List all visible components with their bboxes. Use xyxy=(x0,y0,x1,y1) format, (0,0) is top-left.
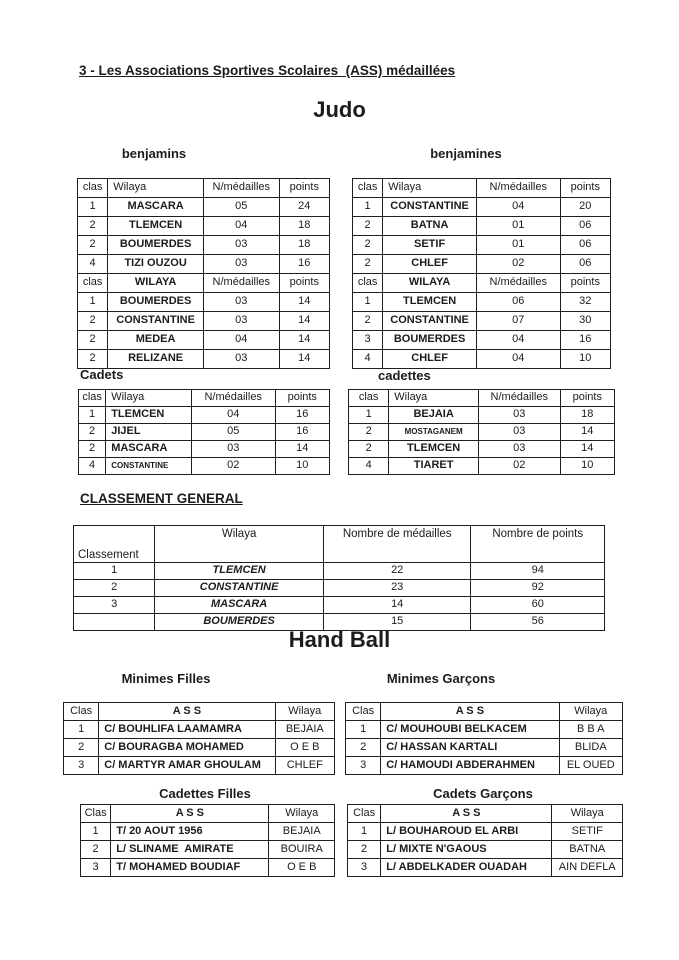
table-cell: TIZI OUZOU xyxy=(108,255,204,274)
table-cell: 2 xyxy=(353,217,383,236)
column-header: A S S xyxy=(99,703,275,721)
table-cell: CONSTANTINE xyxy=(155,580,324,597)
column-header: points xyxy=(275,390,329,407)
table-cell: JIJEL xyxy=(106,424,192,441)
table-cell: MEDEA xyxy=(108,331,204,350)
table-cell: 2 xyxy=(81,841,111,859)
column-header: N/médailles xyxy=(203,179,279,198)
table-cell: 2 xyxy=(78,236,108,255)
heading-classement-general: CLASSEMENT GENERAL xyxy=(80,491,243,506)
table-cell: C/ BOUHLIFA LAAMAMRA xyxy=(99,721,275,739)
table-row xyxy=(349,424,615,441)
table-row xyxy=(349,407,615,424)
table-cell: 56 xyxy=(471,614,605,631)
table-cell: L/ ABDELKADER OUADAH xyxy=(381,859,552,877)
table-cell: 2 xyxy=(349,424,389,441)
table-cell: SETIF xyxy=(552,823,623,841)
table-cell: 05 xyxy=(191,424,275,441)
judo-section-title: Judo xyxy=(313,97,366,122)
table-row xyxy=(353,198,611,217)
table-cell: T/ 20 AOUT 1956 xyxy=(111,823,269,841)
table-cell: 1 xyxy=(348,823,381,841)
table-cell: N/médailles xyxy=(476,274,560,293)
table-cell: 18 xyxy=(279,217,329,236)
column-header: Clas xyxy=(346,703,381,721)
table-judo-benjamins xyxy=(77,178,330,369)
table-cell: CHLEF xyxy=(383,255,477,274)
heading-cadets: Cadets xyxy=(80,367,124,382)
table-cell: clas xyxy=(78,274,108,293)
table-cell: MOSTAGANEM xyxy=(389,424,479,441)
column-header: Clas xyxy=(348,805,381,823)
table-cell: 06 xyxy=(476,293,560,312)
table-cell: 04 xyxy=(203,331,279,350)
table-cell: BLIDA xyxy=(559,739,622,757)
column-header: Nombre de médailles xyxy=(323,526,471,563)
table-row xyxy=(346,739,623,757)
table-row xyxy=(353,255,611,274)
table-cell: L/ BOUHAROUD EL ARBI xyxy=(381,823,552,841)
table-cell: 10 xyxy=(275,458,329,475)
table-cell: BEJAIA xyxy=(269,823,335,841)
table-cell: 2 xyxy=(78,350,108,369)
table-cell: 01 xyxy=(476,217,560,236)
table-cell: 2 xyxy=(74,580,155,597)
table-cell: 23 xyxy=(323,580,471,597)
handball-section-title: Hand Ball xyxy=(288,627,391,652)
table-cell: 1 xyxy=(78,293,108,312)
table-row xyxy=(353,236,611,255)
heading-cadettes-filles: Cadettes Filles xyxy=(159,786,251,801)
table-cell: BOUMERDES xyxy=(108,293,204,312)
column-header: A S S xyxy=(381,703,559,721)
table-cell: 4 xyxy=(353,350,383,369)
table-row xyxy=(74,597,605,614)
column-header: Wilaya xyxy=(552,805,623,823)
table-cell: 3 xyxy=(348,859,381,877)
table-cell: CONSTANTINE xyxy=(106,458,192,475)
column-header: N/médailles xyxy=(476,179,560,198)
table-cell: TLEMCEN xyxy=(106,407,192,424)
column-header: Wilaya xyxy=(155,526,324,563)
table-cell: EL OUED xyxy=(559,757,622,775)
table-cell: WILAYA xyxy=(383,274,477,293)
table-cell: MASCARA xyxy=(155,597,324,614)
table-cell: CHLEF xyxy=(275,757,334,775)
table-cell: BOUIRA xyxy=(269,841,335,859)
table-cell: BOUMERDES xyxy=(108,236,204,255)
column-header: N/médailles xyxy=(478,390,560,407)
table-cell: points xyxy=(279,274,329,293)
table-row xyxy=(74,563,605,580)
table-cell: 3 xyxy=(346,757,381,775)
table-row xyxy=(64,757,335,775)
table-cell: 10 xyxy=(560,458,614,475)
table-row xyxy=(353,350,611,369)
table-row xyxy=(353,274,611,293)
table-cell: 3 xyxy=(74,597,155,614)
table-row xyxy=(353,331,611,350)
table-cell: 04 xyxy=(203,217,279,236)
column-header: clas xyxy=(353,179,383,198)
table-cell: TIARET xyxy=(389,458,479,475)
table-row xyxy=(348,823,623,841)
table-cell: 02 xyxy=(191,458,275,475)
table-row xyxy=(346,757,623,775)
table-cell: 18 xyxy=(279,236,329,255)
table-cell: 18 xyxy=(560,407,614,424)
table-row xyxy=(78,274,330,293)
table-cell: TLEMCEN xyxy=(389,441,479,458)
table-cell: 03 xyxy=(478,407,560,424)
table-cell: 03 xyxy=(203,255,279,274)
table-cell: 2 xyxy=(79,441,106,458)
table-cadets-garcons xyxy=(347,804,623,877)
table-cell: C/ HASSAN KARTALI xyxy=(381,739,559,757)
heading-cadettes: cadettes xyxy=(378,368,431,383)
table-judo-cadets xyxy=(78,389,330,475)
table-cell: TLEMCEN xyxy=(108,217,204,236)
table-cell: TLEMCEN xyxy=(155,563,324,580)
table-cell: 32 xyxy=(560,293,610,312)
table-cell: clas xyxy=(353,274,383,293)
heading-cadets-garcons: Cadets Garçons xyxy=(433,786,533,801)
column-header: Wilaya xyxy=(559,703,622,721)
table-minimes-garcons xyxy=(345,702,623,775)
table-cell: 14 xyxy=(560,441,614,458)
table-row xyxy=(78,331,330,350)
column-header: Clas xyxy=(81,805,111,823)
table-cell: L/ SLINAME AMIRATE xyxy=(111,841,269,859)
table-row xyxy=(64,739,335,757)
table-judo-cadettes xyxy=(348,389,615,475)
table-cell: 3 xyxy=(81,859,111,877)
table-cell: O E B xyxy=(275,739,334,757)
table-cell: CONSTANTINE xyxy=(383,312,477,331)
column-header: Wilaya xyxy=(389,390,479,407)
table-cell: 04 xyxy=(476,331,560,350)
table-cell: N/médailles xyxy=(203,274,279,293)
table-row xyxy=(78,198,330,217)
column-header: points xyxy=(560,390,614,407)
table-cell: BATNA xyxy=(383,217,477,236)
heading-benjamines: benjamines xyxy=(430,146,502,161)
table-cell: T/ MOHAMED BOUDIAF xyxy=(111,859,269,877)
table-cell: 07 xyxy=(476,312,560,331)
column-header: Wilaya xyxy=(383,179,477,198)
column-header: A S S xyxy=(381,805,552,823)
heading-minimes-filles: Minimes Filles xyxy=(121,671,211,686)
table-cell: 2 xyxy=(346,739,381,757)
table-cell: 24 xyxy=(279,198,329,217)
table-row xyxy=(79,424,330,441)
column-header: N/médailles xyxy=(191,390,275,407)
table-row xyxy=(78,293,330,312)
table-cell: CONSTANTINE xyxy=(108,312,204,331)
table-cell: 1 xyxy=(81,823,111,841)
table-cell: MASCARA xyxy=(108,198,204,217)
table-cadettes-filles xyxy=(80,804,335,877)
table-cell: TLEMCEN xyxy=(383,293,477,312)
table-cell: RELIZANE xyxy=(108,350,204,369)
table-row xyxy=(78,350,330,369)
column-header: Nombre de points xyxy=(471,526,605,563)
table-cell: 02 xyxy=(476,255,560,274)
table-row xyxy=(353,293,611,312)
column-header: Clas xyxy=(64,703,99,721)
table-cell: B B A xyxy=(559,721,622,739)
table-cell: WILAYA xyxy=(108,274,204,293)
table-cell: 1 xyxy=(353,293,383,312)
table-cell: 92 xyxy=(471,580,605,597)
table-cell: C/ MOUHOUBI BELKACEM xyxy=(381,721,559,739)
table-cell: BATNA xyxy=(552,841,623,859)
table-cell: 2 xyxy=(353,255,383,274)
table-cell: 03 xyxy=(478,424,560,441)
table-row xyxy=(79,407,330,424)
table-cell: 03 xyxy=(203,312,279,331)
table-cell: 2 xyxy=(353,236,383,255)
table-cell: 05 xyxy=(203,198,279,217)
table-cell: 03 xyxy=(478,441,560,458)
table-cell: 1 xyxy=(79,407,106,424)
table-cell: L/ MIXTE N'GAOUS xyxy=(381,841,552,859)
table-cell: 10 xyxy=(560,350,610,369)
column-header: A S S xyxy=(111,805,269,823)
table-row xyxy=(353,217,611,236)
table-cell: BEJAIA xyxy=(275,721,334,739)
table-cell: MASCARA xyxy=(106,441,192,458)
table-cell: BOUMERDES xyxy=(155,614,324,631)
table-cell: CONSTANTINE xyxy=(383,198,477,217)
table-row xyxy=(346,721,623,739)
table-cell: 03 xyxy=(191,441,275,458)
table-cell: 2 xyxy=(78,312,108,331)
table-cell: 06 xyxy=(560,217,610,236)
table-cell: 16 xyxy=(279,255,329,274)
heading-minimes-garcons: Minimes Garçons xyxy=(386,671,496,686)
column-header: points xyxy=(560,179,610,198)
table-cell: 02 xyxy=(478,458,560,475)
table-cell: 1 xyxy=(78,198,108,217)
table-row xyxy=(78,236,330,255)
table-cell: 2 xyxy=(64,739,99,757)
table-cell: 14 xyxy=(279,312,329,331)
table-cell: AIN DEFLA xyxy=(552,859,623,877)
table-cell: 15 xyxy=(323,614,471,631)
table-cell: 06 xyxy=(560,255,610,274)
table-cell: 03 xyxy=(203,236,279,255)
table-cell: 4 xyxy=(349,458,389,475)
table-cell: 2 xyxy=(349,441,389,458)
column-header: Wilaya xyxy=(269,805,335,823)
table-cell: 2 xyxy=(78,331,108,350)
table-cell: 2 xyxy=(353,312,383,331)
table-row xyxy=(81,841,335,859)
table-classement-general xyxy=(73,525,605,631)
table-cell: SETIF xyxy=(383,236,477,255)
table-row xyxy=(349,458,615,475)
table-cell: BOUMERDES xyxy=(383,331,477,350)
table-cell: 16 xyxy=(275,407,329,424)
table-cell: 94 xyxy=(471,563,605,580)
table-row xyxy=(81,823,335,841)
table-minimes-filles xyxy=(63,702,335,775)
table-cell: 20 xyxy=(560,198,610,217)
table-row xyxy=(64,721,335,739)
table-cell: 1 xyxy=(346,721,381,739)
table-cell: BEJAIA xyxy=(389,407,479,424)
column-header: Wilaya xyxy=(106,390,192,407)
table-cell: 04 xyxy=(191,407,275,424)
table-cell: 04 xyxy=(476,198,560,217)
table-cell: CHLEF xyxy=(383,350,477,369)
table-cell: C/ MARTYR AMAR GHOULAM xyxy=(99,757,275,775)
table-row xyxy=(348,859,623,877)
table-cell: 3 xyxy=(353,331,383,350)
table-cell: points xyxy=(560,274,610,293)
table-cell: 14 xyxy=(275,441,329,458)
table-cell: 04 xyxy=(476,350,560,369)
table-cell: 03 xyxy=(203,293,279,312)
table-row xyxy=(81,859,335,877)
column-header: Wilaya xyxy=(108,179,204,198)
column-header: points xyxy=(279,179,329,198)
table-row xyxy=(348,841,623,859)
table-row xyxy=(78,312,330,331)
table-row xyxy=(79,441,330,458)
table-cell: 1 xyxy=(64,721,99,739)
table-cell: 2 xyxy=(348,841,381,859)
table-row xyxy=(353,312,611,331)
column-header: clas xyxy=(78,179,108,198)
table-cell: 06 xyxy=(560,236,610,255)
table-cell: C/ BOURAGBA MOHAMED xyxy=(99,739,275,757)
table-row xyxy=(74,580,605,597)
heading-benjamins: benjamins xyxy=(121,146,187,161)
table-cell: 14 xyxy=(279,293,329,312)
table-row xyxy=(79,458,330,475)
column-header: clas xyxy=(349,390,389,407)
table-cell: 03 xyxy=(203,350,279,369)
table-cell: 2 xyxy=(79,424,106,441)
table-cell: 14 xyxy=(279,331,329,350)
table-cell: 14 xyxy=(560,424,614,441)
table-cell: 60 xyxy=(471,597,605,614)
table-cell: 14 xyxy=(279,350,329,369)
table-cell: 16 xyxy=(275,424,329,441)
table-row xyxy=(78,217,330,236)
page-title: 3 - Les Associations Sportives Scolaires (ASS) médaillées xyxy=(79,63,456,78)
table-cell: 1 xyxy=(349,407,389,424)
table-cell: 1 xyxy=(74,563,155,580)
table-cell: 16 xyxy=(560,331,610,350)
table-cell: C/ HAMOUDI ABDERAHMEN xyxy=(381,757,559,775)
column-header: clas xyxy=(79,390,106,407)
table-cell: 2 xyxy=(78,217,108,236)
table-row xyxy=(349,441,615,458)
table-cell: O E B xyxy=(269,859,335,877)
table-cell: 30 xyxy=(560,312,610,331)
column-header: Wilaya xyxy=(275,703,334,721)
table-cell: 4 xyxy=(79,458,106,475)
table-cell: 3 xyxy=(64,757,99,775)
table-cell: 22 xyxy=(323,563,471,580)
table-judo-benjamines xyxy=(352,178,611,369)
table-cell: 1 xyxy=(353,198,383,217)
table-cell: 14 xyxy=(323,597,471,614)
table-cell: 4 xyxy=(78,255,108,274)
column-header: Classement xyxy=(74,526,155,563)
table-row xyxy=(78,255,330,274)
table-cell: 01 xyxy=(476,236,560,255)
